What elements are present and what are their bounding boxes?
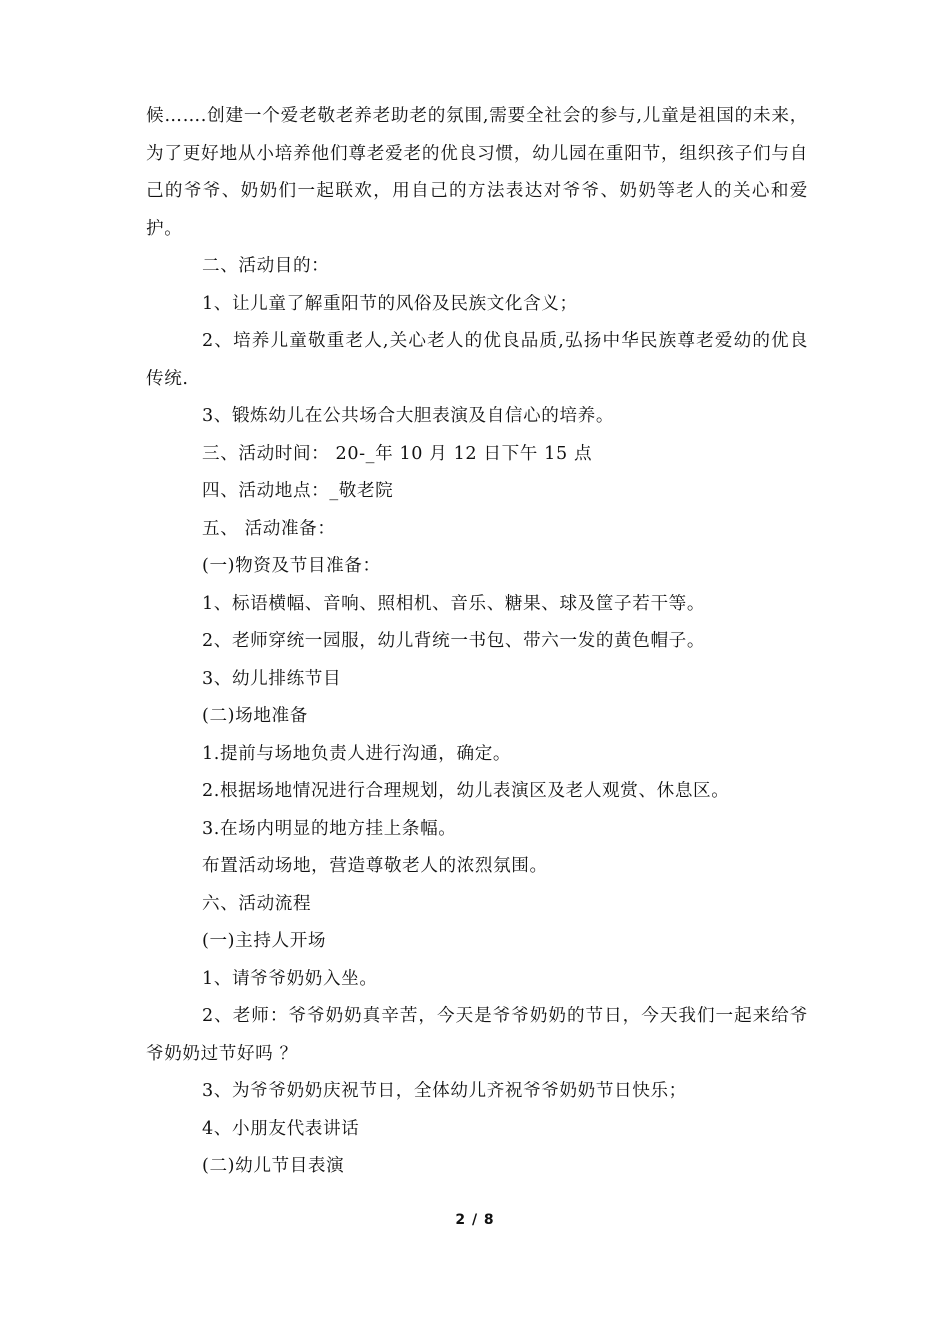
subheading-venue: (二)场地准备 (202, 706, 308, 726)
materials-item-3: 3、幼儿排练节目 (202, 668, 342, 689)
venue-item-2: 2.根据场地情况进行合理规划，幼儿表演区及老人观赏、休息区。 (202, 781, 730, 801)
page-number: 2 / 8 (455, 1212, 495, 1228)
venue-item-1: 1.提前与场地负责人进行沟通，确定。 (202, 743, 512, 764)
goal-item-3: 3、锻炼幼儿在公共场合大胆表演及自信心的培养。 (202, 406, 615, 426)
materials-item-2: 2、老师穿统一园服，幼儿背统一书包、带六一发的黄色帽子。 (202, 631, 706, 651)
materials-item-1: 1、标语横幅、音响、照相机、音乐、糖果、球及筐子若干等。 (202, 593, 706, 614)
heading-activity-goals: 二、活动目的： (202, 256, 330, 276)
document-body (146, 98, 808, 1186)
venue-summary: 布置活动场地，营造尊敬老人的浓烈氛围。 (202, 856, 548, 876)
venue-item-3: 3.在场内明显的地方挂上条幅。 (202, 818, 457, 839)
process-item-2: 2、老师：爷爷奶奶真辛苦，今天是爷爷奶奶的节日，今天我们一起来给爷爷奶奶过节好吗 ？ (146, 1006, 808, 1064)
subheading-performances: (二)幼儿节目表演 (202, 1156, 345, 1176)
subheading-materials: (一)物资及节目准备： (202, 556, 381, 576)
activity-location: 四、活动地点：_敬老院 (202, 481, 394, 501)
heading-activity-preparation: 五、 活动准备： (202, 518, 336, 539)
goal-item-1: 1、让儿童了解重阳节的风俗及民族文化含义； (202, 293, 578, 314)
goal-item-2: 2、培养儿童敬重老人,关心老人的优良品质,弘扬中华民族尊老爱幼的优良传统. (146, 331, 808, 389)
process-item-1: 1、请爷爷奶奶入坐。 (202, 968, 378, 989)
activity-time: 三、活动时间： 20-_年 10 月 12 日下午 15 点 (202, 443, 593, 464)
process-item-3: 3、为爷爷奶奶庆祝节日，全体幼儿齐祝爷爷奶奶节日快乐； (202, 1081, 687, 1101)
heading-activity-process: 六、活动流程 (202, 893, 312, 914)
paragraph-intro-continued: 候…….创建一个爱老敬老养老助老的氛围,需要全社会的参与,儿童是祖国的未来，为了更好地从小培养他们尊老爱老的优良习惯，幼儿园在重阳节，组织孩子们与自己的爷爷、奶奶们一起联欢，用自己的方法表达对爷爷、奶奶等老人的关心和爱护。 (146, 106, 808, 239)
process-item-4: 4、小朋友代表讲话 (202, 1118, 360, 1139)
subheading-host-opening: (一)主持人开场 (202, 931, 327, 951)
